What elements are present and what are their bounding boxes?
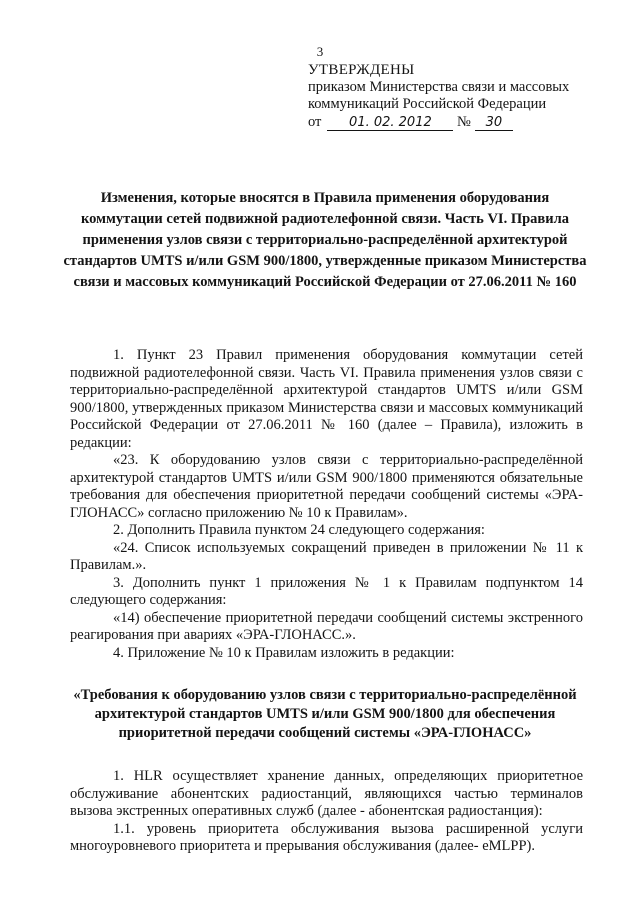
approval-block [308, 62, 569, 131]
paragraph-3: 2. Дополнить Правила пунктом 24 следующего содержания: [113, 522, 485, 538]
paragraph-4: «24. Список используемых сокращений приведен в приложении № 11 к Правилам.». [70, 539, 583, 573]
approval-line-1: приказом Министерства связи и массовых [308, 79, 570, 95]
paragraph-6: «14) обеспечение приоритетной передачи сообщений системы экстренного реагирования при авариях «ЭРА-ГЛОНАСС.». [70, 609, 583, 643]
paragraph-7: 4. Приложение № 10 к Правилам изложить в редакции: [113, 644, 455, 661]
page-number: 3 [316, 44, 324, 59]
requirement-1-1: 1.1. уровень приоритета обслуживания вызова расширенной услуги многоуровневого приоритета и прерывания обслуживания (далее- eMLPP). [70, 820, 583, 854]
paragraph-5: 3. Дополнить пункт 1 приложения № 1 к Правилам подпунктом 14 следующего содержания: [70, 574, 583, 608]
handwritten-date: 01. 02. 2012 [327, 115, 453, 131]
from-label: от [308, 114, 322, 130]
number-label: № [457, 114, 471, 130]
document-title: Изменения, которые вносятся в Правила применения оборудования коммутации сетей подвижной радиотелефонной связи. Часть VI. Правила применения узлов связи с территориально-распределённой архитектурой стандартов UMTS и/или GSM 900/1800, утвержденные приказом Министерства связи и массовых коммуникаций Российской Федерации от 27.06.2011 № 160 [63, 190, 587, 290]
approval-date-line [308, 114, 569, 131]
requirement-1: 1. HLR осуществляет хранение данных, определяющих приоритетное обслуживание абонентских радиостанций, являющихся частью терминалов вызова экстренных оперативных служб (далее - абонентская радиостанция): [70, 768, 583, 819]
approval-heading: УТВЕРЖДЕНЫ [308, 62, 415, 78]
amendments-body [70, 347, 583, 662]
requirements-body [70, 768, 583, 856]
requirements-title: «Требования к оборудованию узлов связи с территориально-распределённой архитектурой стандартов UMTS и/или GSM 900/1800 для обеспечения приоритетной передачи сообщений системы «ЭРА-ГЛОНАСС» [73, 687, 577, 741]
paragraph-2: «23. К оборудованию узлов связи с территориально-распределённой архитектурой стандартов UMTS и/или GSM 900/1800 применяются обязательные требования для обеспечения приоритетной передачи сообщений системы «ЭРА-ГЛОНАСС» согласно приложению № 10 к Правилам». [70, 452, 583, 521]
handwritten-number: 30 [475, 115, 513, 131]
approval-line-2: коммуникаций Российской Федерации [308, 96, 547, 112]
paragraph-1: 1. Пункт 23 Правил применения оборудования коммутации сетей подвижной радиотелефонной связи. Часть VI. Правила применения узлов связи с территориально-распределённой архитектурой стандартов UMTS и/или GSM 900/1800, утвержденных приказом Министерства связи и массовых коммуникаций Российской Федерации от 27.06.2011 № 160 (далее – Правила), изложить в редакции: [70, 347, 583, 451]
